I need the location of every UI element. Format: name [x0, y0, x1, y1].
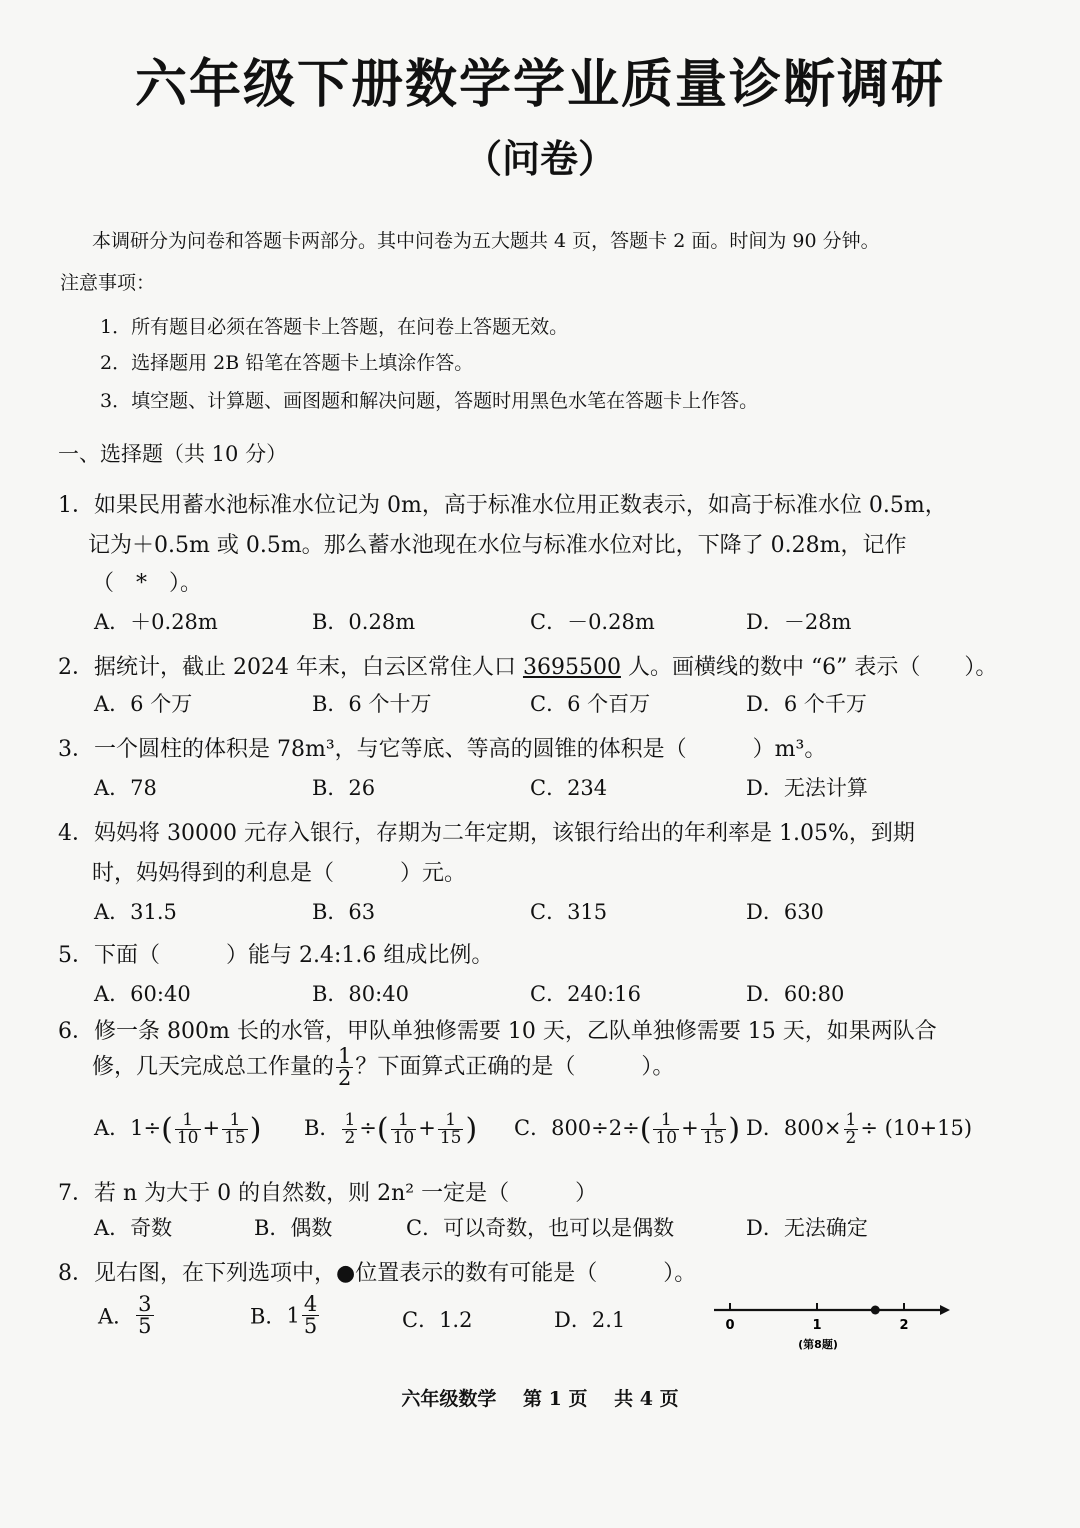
q4-option-a[interactable]: A．31.5: [94, 900, 177, 924]
q3-option-c[interactable]: C．234: [530, 776, 608, 800]
q3-option-b[interactable]: B．26: [312, 776, 376, 800]
q1-option-a[interactable]: A．＋0.28m: [94, 610, 218, 634]
q6-option-c[interactable]: C．800÷2÷( $\frac{1}{10}$ + $\frac{1}{15}$ ): [514, 1110, 741, 1148]
question-7: 7．若 n 为大于 0 的自然数，则 2n² 一定是（ ）: [58, 1181, 598, 1206]
number-line-figure: [700, 1290, 960, 1360]
number-line-ticks: [725, 1303, 908, 1333]
q8-option-d[interactable]: D．2.1: [554, 1308, 626, 1332]
underlined-number: 3695500: [522, 655, 621, 680]
q7-option-c[interactable]: C．可以奇数，也可以是偶数: [406, 1216, 675, 1240]
q2-option-a[interactable]: A．6 个万: [94, 692, 193, 716]
question-6-pre: 修，几天完成总工作量的: [92, 1054, 335, 1080]
intro-text: 本调研分为问卷和答题卡两部分。其中问卷为五大题共 4 页，答题卡 2 面。时间为 90 分钟。: [92, 230, 880, 252]
number-line-tick-label: 2: [899, 1318, 909, 1333]
fraction-one-half: $\frac{1}{2}$: [338, 1044, 352, 1090]
q8-option-b[interactable]: B．1 $\frac{4}{5}$: [250, 1292, 318, 1338]
question-8: 8．见右图，在下列选项中，●位置表示的数有可能是（ ）。: [58, 1261, 697, 1286]
question-4-line: 4．妈妈将 30000 元存入银行，存期为二年定期，该银行给出的年利率是 1.05%，到期: [58, 821, 915, 846]
q3-option-d[interactable]: D．无法计算: [746, 776, 868, 800]
question-4-line: 时，妈妈得到的利息是（ ）元。: [92, 861, 467, 886]
q6-option-b[interactable]: B． $\frac{1}{2}$ ÷( $\frac{1}{10}$ + $\frac{1}{15}$ ): [304, 1110, 478, 1148]
q5-option-c[interactable]: C．240:16: [530, 982, 641, 1006]
q3-option-a[interactable]: A．78: [94, 776, 157, 800]
q4-option-b[interactable]: B．63: [312, 900, 376, 924]
q1-option-c[interactable]: C．－0.28m: [530, 610, 655, 634]
question-1-line: 1．如果民用蓄水池标准水位记为 0m，高于标准水位用正数表示，如高于标准水位 0.5m，: [58, 493, 947, 518]
question-2-pre: 2．据统计，截止 2024 年末，白云区常住人口: [58, 655, 523, 680]
q4-option-d[interactable]: D．630: [746, 900, 824, 924]
page-subtitle: （问卷）: [463, 136, 616, 181]
question-2: [58, 650, 997, 681]
q6-option-d[interactable]: D．800× $\frac{1}{2}$ ÷ (10+15): [746, 1110, 973, 1148]
number-line-arrow: [940, 1305, 950, 1315]
page-footer: [0, 1384, 1080, 1411]
question-5: 5．下面（ ）能与 2.4:1.6 组成比例。: [58, 943, 494, 968]
q6-option-a[interactable]: A．1÷( $\frac{1}{10}$ + $\frac{1}{15}$ ): [94, 1110, 262, 1148]
question-2-post: 人。画横线的数中 “6” 表示（ ）。: [620, 655, 998, 680]
page-title: 六年级下册数学学业质量诊断调研: [134, 54, 945, 115]
q8-option-c[interactable]: C．1.2: [402, 1308, 473, 1332]
q4-option-c[interactable]: C．315: [530, 900, 608, 924]
figure-caption: (第8题): [798, 1338, 838, 1351]
question-6-post: ？下面算式正确的是（ ）。: [355, 1054, 675, 1080]
q7-option-b[interactable]: B．偶数: [254, 1216, 333, 1240]
q5-option-b[interactable]: B．80:40: [312, 982, 409, 1006]
number-line-tick-label: 0: [725, 1318, 735, 1333]
number-line-tick-label: 1: [812, 1318, 822, 1333]
q7-option-a[interactable]: A．奇数: [94, 1216, 173, 1240]
q2-option-b[interactable]: B．6 个十万: [312, 692, 432, 716]
q1-option-b[interactable]: B．0.28m: [312, 610, 416, 634]
question-3: 3．一个圆柱的体积是 78m³，与它等底、等高的圆锥的体积是（ ）m³。: [58, 737, 827, 762]
q2-option-d[interactable]: D．6 个千万: [746, 692, 867, 716]
footer-subject: 六年级数学: [401, 1388, 497, 1410]
number-line-point: [871, 1306, 880, 1315]
q1-option-d[interactable]: D．－28m: [746, 610, 852, 634]
question-6-line: 6．修一条 800m 长的水管，甲队单独修需要 10 天，乙队单独修需要 15 天，如果两队合: [58, 1019, 937, 1044]
q5-option-d[interactable]: D．60:80: [746, 982, 845, 1006]
footer-total: 共 4 页: [614, 1388, 679, 1410]
note-item: 3．填空题、计算题、画图题和解决问题，答题时用黑色水笔在答题卡上作答。: [100, 390, 759, 412]
question-1-line: （ * ）。: [92, 571, 203, 596]
notes-heading: 注意事项：: [60, 272, 156, 294]
section-heading: 一、选择题（共 10 分）: [58, 442, 288, 466]
note-item: 1．所有题目必须在答题卡上答题，在问卷上答题无效。: [100, 316, 569, 338]
q8-option-a[interactable]: A． $\frac{3}{5}$: [98, 1292, 152, 1338]
footer-page: 第 1 页: [523, 1388, 588, 1410]
question-1-line: 记为＋0.5m 或 0.5m。那么蓄水池现在水位与标准水位对比，下降了 0.28m，记作: [88, 533, 907, 558]
q7-option-d[interactable]: D．无法确定: [746, 1216, 868, 1240]
question-6-line2: [92, 1046, 674, 1089]
note-item: 2．选择题用 2B 铅笔在答题卡上填涂作答。: [100, 352, 474, 374]
q2-option-c[interactable]: C．6 个百万: [530, 692, 651, 716]
q5-option-a[interactable]: A．60:40: [94, 982, 191, 1006]
